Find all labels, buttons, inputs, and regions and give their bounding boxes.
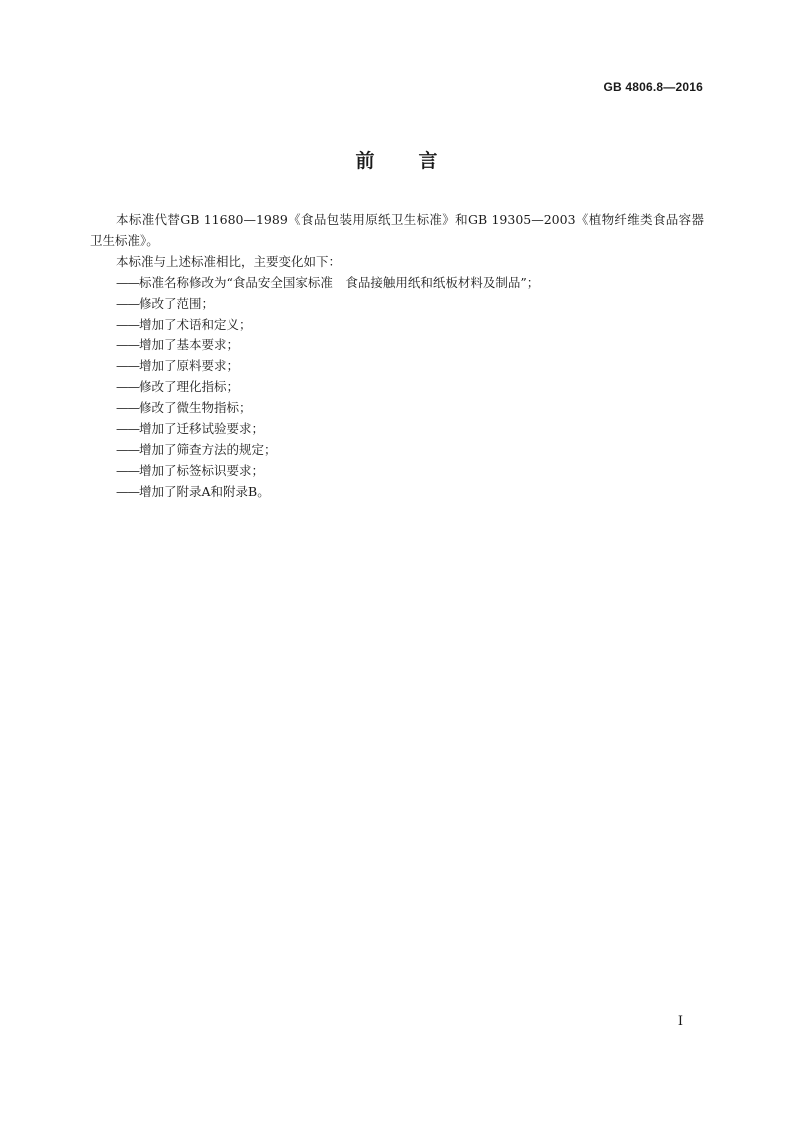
- list-item: [90, 335, 704, 356]
- list-dash: ——: [116, 462, 139, 478]
- page-number: I: [677, 1014, 683, 1029]
- list-dash: ——: [116, 441, 139, 457]
- list-item-text: 增加了筛查方法的规定；: [139, 441, 277, 457]
- list-item-text: 增加了术语和定义；: [139, 316, 252, 332]
- list-item-text: 增加了迁移试验要求；: [139, 421, 265, 437]
- list-item: [90, 294, 704, 315]
- list-item: [90, 315, 704, 336]
- list-item-text: 修改了理化指标；: [139, 379, 240, 395]
- list-item: [90, 440, 704, 461]
- list-item: [90, 461, 704, 482]
- list-item-text: 增加了原料要求；: [139, 358, 240, 374]
- list-item-text: 修改了范围；: [139, 295, 215, 311]
- list-item-text: 增加了标签标识要求；: [139, 462, 265, 478]
- list-dash: ——: [116, 483, 139, 499]
- list-item-text: 增加了基本要求；: [139, 337, 240, 353]
- list-dash: ——: [116, 295, 139, 311]
- list-dash: ——: [116, 400, 139, 416]
- changes-intro-paragraph: 本标准与上述标准相比，主要变化如下：: [116, 253, 342, 269]
- list-dash: ——: [116, 379, 139, 395]
- list-item: [90, 398, 704, 419]
- list-dash: ——: [116, 274, 139, 290]
- standard-code: GB 4806.8—2016: [603, 80, 703, 94]
- list-item-text: 增加了附录A和附录B。: [139, 483, 270, 499]
- list-item: [90, 482, 704, 503]
- list-item: [90, 377, 704, 398]
- list-dash: ——: [116, 316, 139, 332]
- list-dash: ——: [116, 421, 139, 437]
- document-body: [90, 210, 704, 503]
- list-item: [90, 419, 704, 440]
- list-item-text: 修改了微生物指标；: [139, 400, 252, 416]
- list-dash: ——: [116, 337, 139, 353]
- changes-list: [90, 273, 704, 503]
- page-title: 前言: [355, 150, 482, 172]
- list-item: [90, 356, 704, 377]
- list-dash: ——: [116, 358, 139, 374]
- list-item: [90, 273, 704, 294]
- list-item-text: 标准名称修改为“食品安全国家标准 食品接触用纸和纸板材料及制品”；: [139, 274, 540, 290]
- replacement-paragraph: 本标准代替GB 11680—1989《食品包装用原纸卫生标准》和GB 19305—2003《植物纤维类食品容器卫生标准》。: [90, 212, 704, 248]
